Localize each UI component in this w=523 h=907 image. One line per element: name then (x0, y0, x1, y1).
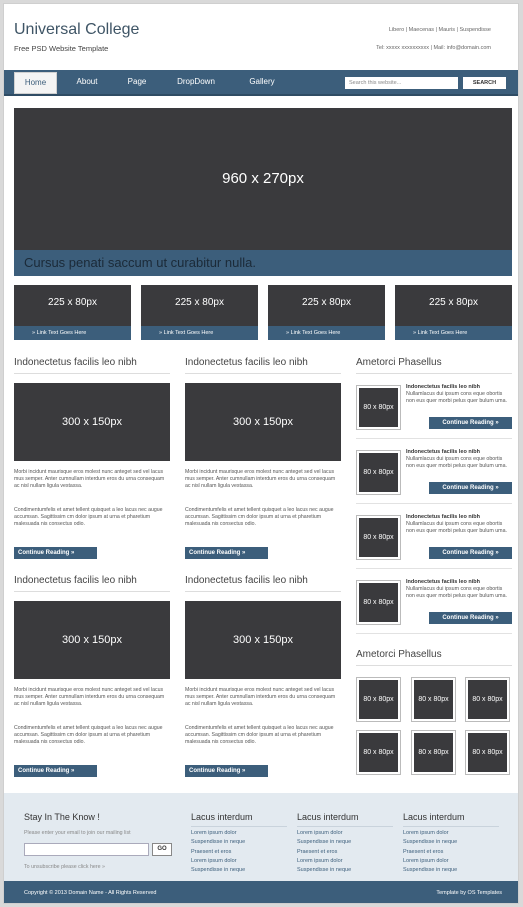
footer-column-title: Lacus interdum (403, 812, 465, 822)
footer-column-title: Lacus interdum (191, 812, 253, 822)
divider (356, 438, 512, 439)
footer-link[interactable]: Lorem ipsum dolor (297, 830, 343, 836)
hero-caption: Cursus penati saccum ut curabitur nulla. (14, 250, 512, 276)
sidebar-post-text: Nullamlacus dui ipsum cons eque obortis non eus quer morbi pelus quer bulum uma. (406, 456, 507, 469)
divider (356, 633, 512, 634)
search-input[interactable]: Search this website... (345, 77, 458, 89)
article-paragraph: Morbi incidunt maurisque eros molest nunc anteget sed vel lacus mus semper. Anter cumnullam interdum eros du urna consequam ac nisl nullam ligula vestassa. (185, 469, 336, 490)
image-placeholder-label: 80 x 80px (359, 453, 398, 492)
article-image[interactable] (185, 383, 341, 461)
image-placeholder-label: 80 x 80px (359, 733, 398, 772)
footer-link-list (297, 829, 351, 875)
thumb-link[interactable]: » Link Text Goes Here (141, 326, 258, 340)
footer-link[interactable]: Lorem ipsum dolor (403, 830, 449, 836)
footer-link[interactable]: Praesent et eros (403, 848, 444, 855)
sidebar-post-text: Nullamlacus dui ipsum cons eque obortis non eus quer morbi pelus quer bulum uma. (406, 521, 507, 534)
nav-item-gallery[interactable]: Gallery (249, 77, 275, 86)
continue-reading-button[interactable]: Continue Reading » (14, 547, 97, 559)
article-title[interactable]: Indonectetus facilis leo nibh (185, 575, 308, 586)
thumb-image-label: 225 x 80px (175, 297, 224, 308)
footer-link[interactable]: Lorem ipsum dolor (403, 857, 449, 864)
divider (14, 373, 170, 374)
sidebar-post-image[interactable] (356, 515, 401, 560)
continue-reading-button[interactable]: Continue Reading » (14, 765, 97, 777)
sidebar-post-text: Nullamlacus dui ipsum cons eque obortis non eus quer morbi pelus quer bulum uma. (406, 586, 507, 599)
article-paragraph: Morbi incidunt maurisque eros molest nunc anteget sed vel lacus mus semper. Anter cumnullam interdum eros du urna consequam ac nisl nullam ligula vestassa. (14, 687, 165, 708)
article-paragraph: Condimentumfelis et amet tellent quisquet a leo lacus nec augue accumsan. Sagittissim cm dolor ipsum at urna et pharetium malesuada nis consectus odio. (185, 725, 334, 746)
image-placeholder-label: 80 x 80px (414, 680, 453, 719)
newsletter-hint: Please enter your email to join our mailing list (24, 830, 131, 836)
hero-image-label: 960 x 270px (222, 170, 304, 187)
unsubscribe-link[interactable]: To unsubscribe please click here » (24, 864, 105, 870)
image-placeholder-label: 80 x 80px (359, 680, 398, 719)
footer-link[interactable]: Lorem ipsum dolor (297, 857, 343, 864)
image-placeholder-label: 80 x 80px (414, 733, 453, 772)
thumb-image-label: 225 x 80px (429, 297, 478, 308)
footer-link[interactable]: Suspendisse in neque (403, 839, 458, 846)
sidebar-post-title[interactable]: Indonectetus facilis leo nibh (406, 384, 480, 390)
search-button[interactable]: SEARCH (463, 77, 506, 89)
continue-reading-button[interactable]: Continue Reading » (429, 417, 512, 429)
gallery-thumb[interactable] (411, 730, 456, 775)
newsletter-go-button[interactable]: GO (152, 843, 172, 856)
image-placeholder-label: 300 x 150px (62, 634, 122, 646)
bottom-bar (4, 881, 519, 904)
continue-reading-button[interactable]: Continue Reading » (185, 547, 268, 559)
sidebar-title: Ametorci Phasellus (356, 357, 442, 368)
footer-link-list (403, 829, 457, 875)
sidebar-post-image[interactable] (356, 450, 401, 495)
image-placeholder-label: 80 x 80px (359, 583, 398, 622)
newsletter-email-input[interactable] (24, 843, 149, 856)
footer-link[interactable]: Praesent et eros (297, 848, 338, 855)
continue-reading-button[interactable]: Continue Reading » (429, 612, 512, 624)
image-placeholder-label: 80 x 80px (359, 518, 398, 557)
thumb-link[interactable]: » Link Text Goes Here (395, 326, 512, 340)
thumb-link[interactable]: » Link Text Goes Here (268, 326, 385, 340)
article-paragraph: Condimentumfelis et amet tellent quisquet a leo lacus nec augue accumsan. Sagittissim cm dolor ipsum at urna et pharetium malesuada nis consectus odio. (185, 507, 334, 528)
continue-reading-button[interactable]: Continue Reading » (429, 482, 512, 494)
thumb-link[interactable]: » Link Text Goes Here (14, 326, 131, 340)
nav-item-about[interactable]: About (76, 77, 98, 86)
gallery-thumb[interactable] (356, 730, 401, 775)
nav-item-home[interactable]: Home (14, 72, 57, 94)
thumb-image-label: 225 x 80px (302, 297, 351, 308)
gallery-thumb[interactable] (465, 677, 510, 722)
footer-link[interactable]: Praesent et eros (191, 848, 232, 855)
footer-link[interactable]: Lorem ipsum dolor (191, 830, 237, 836)
continue-reading-button[interactable]: Continue Reading » (185, 765, 268, 777)
image-placeholder-label: 300 x 150px (62, 416, 122, 428)
image-placeholder-label: 300 x 150px (233, 416, 293, 428)
top-links[interactable]: Libero | Maecenas | Mauris | Suspendisse (388, 27, 491, 33)
footer-link[interactable]: Suspendisse in neque (191, 867, 246, 874)
divider (356, 568, 512, 569)
footer (4, 793, 519, 881)
nav-item-page[interactable]: Page (127, 77, 147, 86)
footer-column-title: Lacus interdum (297, 812, 359, 822)
featured-thumb[interactable] (141, 285, 258, 340)
template-credit-link[interactable]: Template by OS Templates (436, 890, 502, 896)
article-title[interactable]: Indonectetus facilis leo nibh (14, 575, 137, 586)
image-placeholder-label: 300 x 150px (233, 634, 293, 646)
featured-thumb[interactable] (395, 285, 512, 340)
image-placeholder-label: 80 x 80px (359, 388, 398, 427)
footer-link[interactable]: Suspendisse in neque (297, 867, 352, 874)
divider (356, 373, 512, 374)
featured-thumb[interactable] (268, 285, 385, 340)
article-title[interactable]: Indonectetus facilis leo nibh (14, 357, 137, 368)
article-image[interactable] (14, 383, 170, 461)
article-paragraph: Morbi incidunt maurisque eros molest nunc anteget sed vel lacus mus semper. Anter cumnullam interdum eros du urna consequam ac nisl nullam ligula vestassa. (14, 469, 165, 490)
image-placeholder-label: 80 x 80px (468, 733, 507, 772)
newsletter-title: Stay In The Know ! (24, 812, 100, 822)
footer-link[interactable]: Suspendisse in neque (191, 839, 246, 846)
article-paragraph: Condimentumfelis et amet tellent quisquet a leo lacus nec augue accumsan. Sagittissim cm dolor ipsum at urna et pharetium malesuada nis consectus odio. (14, 507, 163, 528)
sidebar-post-text: Nullamlacus dui ipsum cons eque obortis non eus quer morbi pelus quer bulum uma. (406, 391, 507, 404)
article-paragraph: Condimentumfelis et amet tellent quisquet a leo lacus nec augue accumsan. Sagittissim cm dolor ipsum at urna et pharetium malesuada nis consectus odio. (14, 725, 163, 746)
sidebar-post-image[interactable] (356, 580, 401, 625)
divider (297, 826, 393, 827)
footer-link-list (191, 829, 245, 875)
nav-item-dropdown[interactable]: DropDown (177, 77, 215, 86)
sidebar-title: Ametorci Phasellus (356, 649, 442, 660)
featured-thumb[interactable] (14, 285, 131, 340)
article-image[interactable] (14, 601, 170, 679)
site-title[interactable]: Universal College (14, 21, 140, 38)
divider (356, 665, 512, 666)
site-tagline: Free PSD Website Template (14, 44, 109, 53)
sidebar-post-title[interactable]: Indonectetus facilis leo nibh (406, 449, 480, 455)
divider (185, 591, 341, 592)
gallery-thumb[interactable] (356, 677, 401, 722)
divider (191, 826, 287, 827)
image-placeholder-label: 80 x 80px (468, 680, 507, 719)
copyright-text: Copyright © 2013 Domain Name - All Rights Reserved (24, 890, 157, 896)
article-title[interactable]: Indonectetus facilis leo nibh (185, 357, 308, 368)
footer-link[interactable]: Suspendisse in neque (297, 839, 352, 846)
continue-reading-button[interactable]: Continue Reading » (429, 547, 512, 559)
sidebar-post-title[interactable]: Indonectetus facilis leo nibh (406, 579, 480, 585)
thumb-image-label: 225 x 80px (48, 297, 97, 308)
gallery-thumb[interactable] (411, 677, 456, 722)
divider (14, 591, 170, 592)
hero-slider[interactable] (14, 108, 512, 276)
divider (356, 503, 512, 504)
divider (403, 826, 499, 827)
gallery-thumb[interactable] (465, 730, 510, 775)
top-contact: Tel: xxxxx xxxxxxxxxx | Mail: info@domain.com (376, 45, 491, 51)
article-paragraph: Morbi incidunt maurisque eros molest nunc anteget sed vel lacus mus semper. Anter cumnullam interdum eros du urna consequam ac nisl nullam ligula vestassa. (185, 687, 336, 708)
footer-link[interactable]: Lorem ipsum dolor (191, 857, 237, 864)
sidebar-post-image[interactable] (356, 385, 401, 430)
main-nav (4, 70, 519, 96)
divider (185, 373, 341, 374)
sidebar-post-title[interactable]: Indonectetus facilis leo nibh (406, 514, 480, 520)
footer-link[interactable]: Suspendisse in neque (403, 867, 458, 874)
article-image[interactable] (185, 601, 341, 679)
page (3, 3, 519, 904)
